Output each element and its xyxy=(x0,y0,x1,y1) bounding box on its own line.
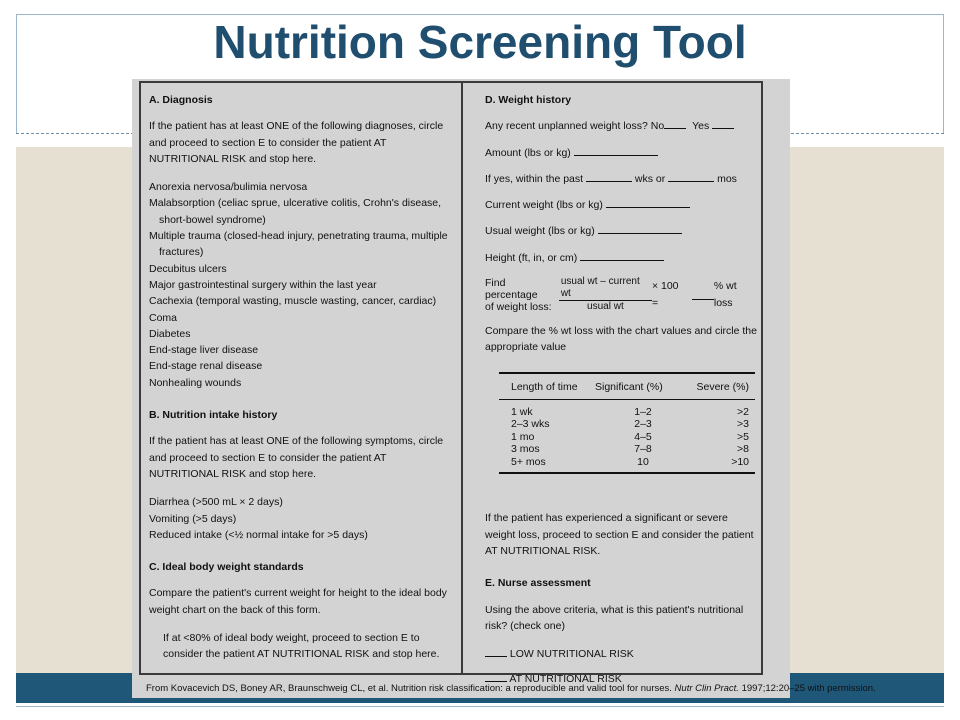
amount-blank[interactable] xyxy=(574,145,658,156)
slide-title: Nutrition Screening Tool xyxy=(213,16,747,68)
symptom-item: Vomiting (>5 days) xyxy=(149,512,237,525)
diagnosis-list xyxy=(149,179,455,391)
chart-header: Significant (%) xyxy=(595,373,691,400)
months-blank[interactable] xyxy=(668,171,714,182)
diagnosis-item: End-stage liver disease xyxy=(149,344,259,357)
chart-header: Length of time xyxy=(499,373,595,400)
section-a-intro: If the patient has at least ONE of the following diagnoses, circle and proceed to section E to consider the patient AT NUTRITIONAL RISK and stop here. xyxy=(149,120,444,165)
weeks-blank[interactable] xyxy=(586,171,632,182)
form-right-column xyxy=(485,92,757,687)
section-e-heading: E. Nurse assessment xyxy=(485,577,591,590)
section-c-heading: C. Ideal body weight standards xyxy=(149,561,304,574)
diagnosis-item: Anorexia nervosa/bulimia nervosa xyxy=(149,181,308,194)
current-weight-blank[interactable] xyxy=(606,197,690,208)
times-100: × 100 = xyxy=(651,280,679,309)
column-divider xyxy=(461,81,463,675)
diagnosis-item: Cachexia (temporal wasting, muscle wasting, cancer, cardiac) xyxy=(149,295,437,308)
pct-loss-blank[interactable] xyxy=(692,289,713,300)
section-c-note: If at <80% of ideal body weight, proceed to section E to consider the patient AT NUTRITIONAL RISK and stop here. xyxy=(163,632,440,661)
current-weight-field: Current weight (lbs or kg) xyxy=(485,197,757,213)
table-row: 3 mos 7–8 >8 xyxy=(511,443,749,456)
diagnosis-item: Nonhealing wounds xyxy=(149,376,242,389)
section-d-heading: D. Weight history xyxy=(485,94,572,106)
weight-loss-fraction: $\frac{\text{usual wt – current wt}}{\text{usual wt}}$ xyxy=(559,276,652,313)
diagnosis-item: Malabsorption (celiac sprue, ulcerative colitis, Crohn's disease, short-bowel syndrome) xyxy=(149,197,442,226)
weight-loss-chart xyxy=(499,372,755,475)
symptom-item: Reduced intake (<½ normal intake for >5 days) xyxy=(149,528,368,541)
form-left-column xyxy=(149,92,455,663)
amount-field: Amount (lbs or kg) xyxy=(485,145,757,161)
footer-line xyxy=(16,706,944,707)
after-table-instruction: If the patient has experienced a significant or severe weight loss, proceed to section E and consider the patient AT NUTRITIONAL RISK. xyxy=(485,512,754,558)
journal-name: Nutr Clin Pract. xyxy=(674,683,739,694)
height-field: Height (ft, in, or cm) xyxy=(485,250,757,266)
recent-weight-loss-question: Any recent unplanned weight loss? No Yes xyxy=(485,118,757,134)
diagnosis-item: Coma xyxy=(149,311,178,324)
low-risk-checkbox[interactable] xyxy=(485,646,507,657)
at-risk-checkbox[interactable] xyxy=(485,671,507,682)
symptom-list xyxy=(149,494,455,543)
diagnosis-item: Multiple trauma (closed-head injury, penetrating trauma, multiple fractures) xyxy=(149,230,448,259)
section-a-heading: A. Diagnosis xyxy=(149,94,213,106)
table-row: 1 mo 4–5 >5 xyxy=(511,430,749,443)
section-b-intro: If the patient has at least ONE of the following symptoms, circle and proceed to section E to consider the patient AT NUTRITIONAL RISK and stop here. xyxy=(149,435,444,480)
table-row: 5+ mos 10 >10 xyxy=(499,456,755,474)
at-risk-option: AT NUTRITIONAL RISK xyxy=(485,671,757,687)
section-b-heading: B. Nutrition intake history xyxy=(149,409,278,422)
height-blank[interactable] xyxy=(580,250,664,261)
chart-header: Severe (%) xyxy=(691,373,755,400)
table-row: 1 wk 1–2 >2 xyxy=(511,405,749,418)
citation: From Kovacevich DS, Boney AR, Braunschweig CL, et al. Nutrition risk classification: a reproducible and valid tool for nurses. Nutr Clin Pract. 1997;12:20–25 with permission. xyxy=(146,683,876,694)
no-blank[interactable] xyxy=(664,118,686,129)
symptom-item: Diarrhea (>500 mL × 2 days) xyxy=(149,496,283,509)
percentage-formula: Find percentage of weight loss: $\frac{\text{usual wt – current wt}}{\text{usual wt}}$ × 100 = % wt loss xyxy=(485,276,737,313)
compare-instruction: Compare the % wt loss with the chart values and circle the appropriate value xyxy=(485,325,757,354)
diagnosis-item: End-stage renal disease xyxy=(149,360,263,373)
section-c-intro: Compare the patient's current weight for height to the ideal body weight chart on the back of this form. xyxy=(149,587,447,616)
table-row: 2–3 wks 2–3 >3 xyxy=(511,418,749,431)
yes-option-label: Yes xyxy=(692,120,710,133)
no-option-label: No xyxy=(650,120,665,133)
low-risk-option: LOW NUTRITIONAL RISK xyxy=(485,646,757,662)
usual-weight-field: Usual weight (lbs or kg) xyxy=(485,223,757,239)
section-e-question: Using the above criteria, what is this patient's nutritional risk? (check one) xyxy=(485,603,744,632)
usual-weight-blank[interactable] xyxy=(598,223,682,234)
diagnosis-item: Diabetes xyxy=(149,327,191,340)
diagnosis-item: Decubitus ulcers xyxy=(149,262,227,275)
yes-blank[interactable] xyxy=(712,118,734,129)
diagnosis-item: Major gastrointestinal surgery within the last year xyxy=(149,278,377,291)
within-past-field: If yes, within the past wks or mos xyxy=(485,172,737,185)
